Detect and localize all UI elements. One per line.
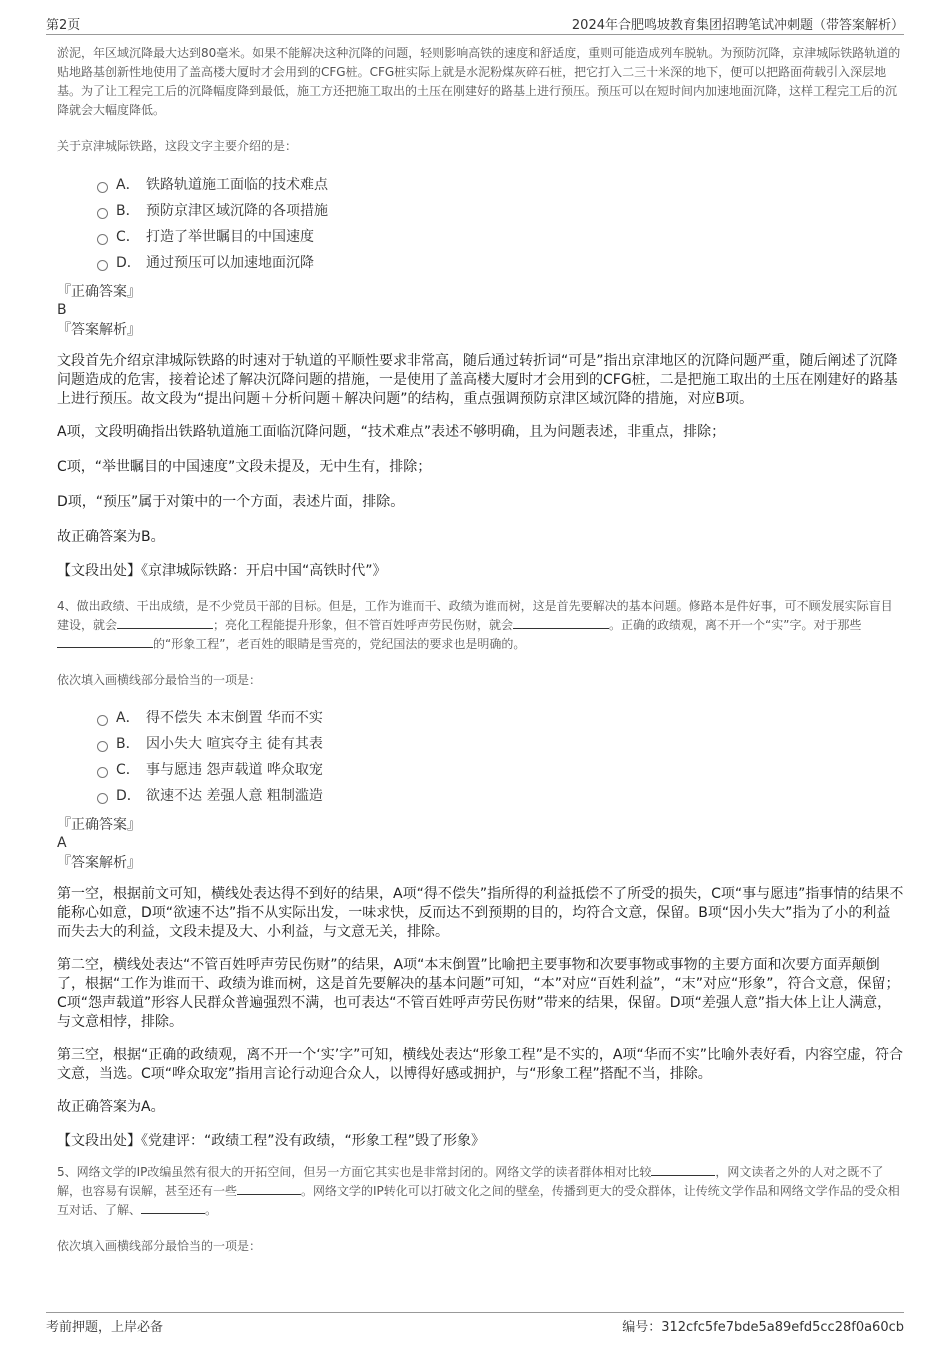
q3-option-a[interactable]: A． 铁路轨道施工面临的技术难点 xyxy=(97,172,904,198)
q3-analysis-5: 故正确答案为B。 xyxy=(57,529,165,545)
q5-blank-2 xyxy=(237,1182,301,1195)
q4-analysis-2: 第二空，横线处表达“不管百姓呼声劳民伤财”的结果，A项“本末倒置”比喻把主要事物和次要事物或事物的主要方面和次要方面弄颠倒了，根据“工作为谁而干、政绩为谁而树，这是首先要解决的基本问题”可知，“本”对应“百姓利益”，“末”对应“形象”，符合文意，保留；C项“怨声载道”形容人民群众普遍强烈不满，也可表达“不管百姓呼声劳民伤财”带来的结果，保留。D项“差强人意”指大体上让人满意，与文意相悖，排除。 xyxy=(57,957,900,1030)
q3-analysis-label: 『答案解析』 xyxy=(57,322,141,338)
q3-analysis-3: C项，“举世瞩目的中国速度”文段未提及，无中生有，排除； xyxy=(57,459,432,475)
document-body xyxy=(57,44,904,1256)
q4-analysis-label: 『答案解析』 xyxy=(57,855,141,871)
q4-analysis-1: 第一空，根据前文可知，横线处表达得不到好的结果，A项“得不偿失”指所得的利益抵偿不了所受的损失，C项“事与愿违”指事情的结果不能称心如意，D项“欲速不达”指不从实际出发，一味求快，反而达不到预期的目的，均符合文意，保留。B项“因小失大”指为了小的利益而失去大的利益，文段未提及大、小利益，与文意无关，排除。 xyxy=(57,886,904,940)
radio-icon[interactable] xyxy=(97,767,108,778)
q3-option-d[interactable]: D． 通过预压可以加速地面沉降 xyxy=(97,250,904,276)
q4-blank-2 xyxy=(513,616,609,629)
q3-analysis-2: A项，文段明确指出铁路轨道施工面临沉降问题，“技术难点”表述不够明确，且为问题表述，非重点，排除； xyxy=(57,424,726,440)
radio-icon[interactable] xyxy=(97,234,108,245)
radio-icon[interactable] xyxy=(97,715,108,726)
q4-blank-1 xyxy=(117,616,213,629)
q5-blank-3 xyxy=(141,1201,205,1214)
footer-code: 编号：312cfc5fe7bde5a89efd5cc28f0a60cb xyxy=(622,1320,904,1335)
q4-stem: 4、做出政绩、干出成绩，是不少党员干部的目标。但是，工作为谁而干、政绩为谁而树，这是首先要解决的基本问题。修路本是件好事，可不顾发展实际盲目建设，就会 ；亮化工程能提升形象，但不管百姓呼声劳民伤财，就会 。正确的政绩观，离不开一个“实”字。对于那些的“形象工程”，老百姓的眼睛是雪亮的，党纪国法的要求也是明确的。 xyxy=(57,599,893,651)
radio-icon[interactable] xyxy=(97,741,108,752)
page-number: 第2页 xyxy=(46,18,81,33)
q3-option-b[interactable]: B． 预防京津区域沉降的各项措施 xyxy=(97,198,904,224)
radio-icon[interactable] xyxy=(97,208,108,219)
q4-option-b[interactable]: B． 因小失大 喧宾夺主 徒有其表 xyxy=(97,731,904,757)
radio-icon[interactable] xyxy=(97,260,108,271)
q4-analysis-3: 第三空，根据“正确的政绩观，离不开一个‘实’字”可知，横线处表达“形象工程”是不实的，A项“华而不实”比喻外表好看，内容空虚，符合文意，当选。C项“哗众取宠”指用言论行动迎合众人，以博得好感或拥护，与“形象工程”搭配不当，排除。 xyxy=(57,1047,903,1082)
q4-blank-3 xyxy=(57,635,153,648)
radio-icon[interactable] xyxy=(97,793,108,804)
q4-answer-label: 『正确答案』 xyxy=(57,817,141,833)
q3-passage: 淤泥，年区域沉降最大达到80毫米。如果不能解决这种沉降的问题，轻则影响高铁的速度和舒适度，重则可能造成列车脱轨。为预防沉降，京津城际铁路轨道的贴地路基创新性地使用了盖高楼大厦时才会用到的CFG桩。CFG桩实际上就是水泥粉煤灰碎石桩，把它打入二三十米深的地下，便可以把路面荷载引入深层地基。为了让工程完工后的沉降幅度降到最低，施工方还把施工取出的土压在刚建好的路基上进行预压。预压可以在短时间内加速地面沉降，这样工程完工后的沉降就会大幅度降低。 xyxy=(57,46,901,117)
q3-answer: B xyxy=(57,302,67,318)
q5-prompt: 依次填入画横线部分最恰当的一项是： xyxy=(57,1239,262,1253)
q3-answer-label: 『正确答案』 xyxy=(57,284,141,300)
document-title: 2024年合肥鸣坡教育集团招聘笔试冲刺题（带答案解析） xyxy=(571,18,904,33)
q3-analysis-1: 文段首先介绍京津城际铁路的时速对于轨道的平顺性要求非常高，随后通过转折词“可是”指出京津地区的沉降问题严重，随后阐述了沉降问题造成的危害，接着论述了解决沉降问题的措施，一是使用了盖高楼大厦时才会用到的CFG桩，二是把施工取出的土压在刚建好的路基上进行预压。故文段为“提出问题＋分析问题＋解决问题”的结构，重点强调预防京津区域沉降的措施，对应B项。 xyxy=(57,353,898,407)
q4-source: 【文段出处】《党建评：“政绩工程”没有政绩，“形象工程”毁了形象》 xyxy=(57,1133,486,1149)
q5-stem: 5、网络文学的IP改编虽然有很大的开拓空间，但另一方面它其实也是非常封闭的。网络文学的读者群体相对比较 ，网文读者之外的人对之既不了解，也容易有误解，甚至还有一些 。网络文学的IP转化可以打破文化之间的壁垒，传播到更大的受众群体，让传统文学作品和网络文学作品的受众相互对话、了解、 。 xyxy=(57,1165,900,1217)
q3-analysis-4: D项，“预压”属于对策中的一个方面，表述片面，排除。 xyxy=(57,494,405,510)
q3-stem: 关于京津城际铁路，这段文字主要介绍的是： xyxy=(57,139,298,153)
radio-icon[interactable] xyxy=(97,182,108,193)
q3-options xyxy=(57,172,904,276)
q3-option-c[interactable]: C． 打造了举世瞩目的中国速度 xyxy=(97,224,904,250)
page-footer xyxy=(46,1312,904,1333)
q4-answer: A xyxy=(57,835,67,851)
q4-prompt: 依次填入画横线部分最恰当的一项是： xyxy=(57,673,262,687)
q4-analysis-4: 故正确答案为A。 xyxy=(57,1099,165,1115)
q3-source: 【文段出处】《京津城际铁路：开启中国“高铁时代”》 xyxy=(57,563,387,579)
footer-slogan: 考前押题，上岸必备 xyxy=(46,1320,164,1335)
q4-option-a[interactable]: A． 得不偿失 本末倒置 华而不实 xyxy=(97,705,904,731)
page-header xyxy=(46,14,904,35)
q4-option-d[interactable]: D． 欲速不达 差强人意 粗制滥造 xyxy=(97,783,904,809)
q5-blank-1 xyxy=(651,1163,715,1176)
q4-options xyxy=(57,705,904,809)
q4-option-c[interactable]: C． 事与愿违 怨声载道 哗众取宠 xyxy=(97,757,904,783)
